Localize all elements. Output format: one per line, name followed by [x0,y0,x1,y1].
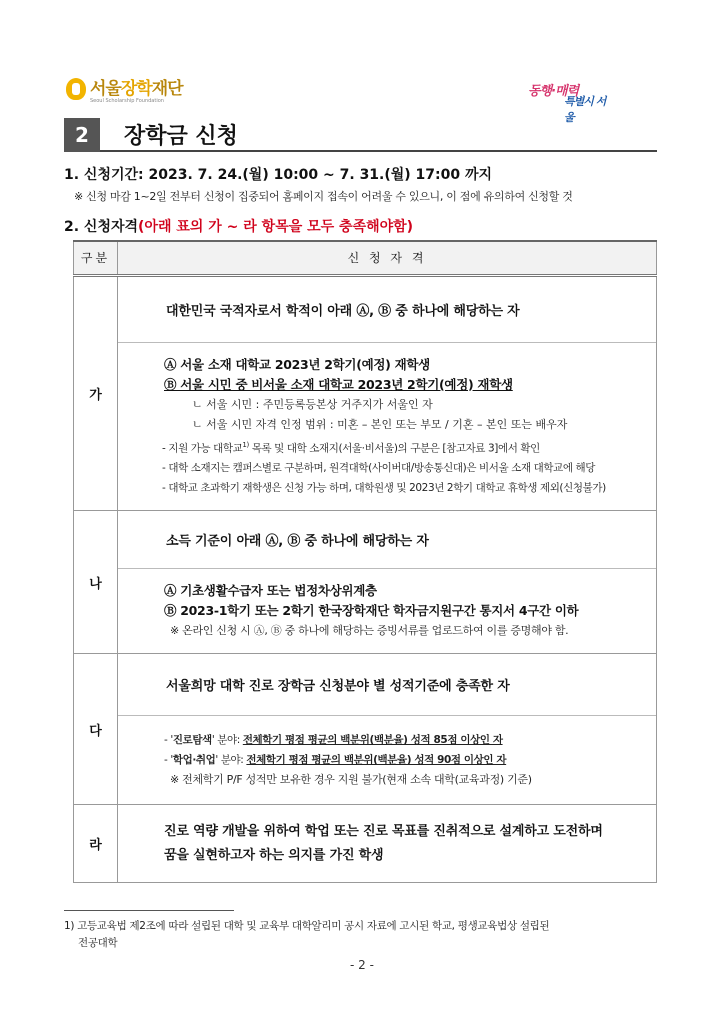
table-row [74,275,657,511]
eligibility-table [73,240,657,883]
criterion-text: 대한민국 국적자로서 학적이 아래 Ⓐ, Ⓑ 중 하나에 해당하는 자 [166,303,520,319]
table-row [74,654,657,805]
seoul-city-slogan-logo [528,80,612,124]
criterion-item: Ⓑ 2023-1학기 또는 2학기 한국장학재단 학자금지원구간 통지서 4구간 이하 [164,603,579,618]
dash-note: - 지원 가능 대학교$^{1)}$ 목록 및 대학 소재지(서울·비서울)의 구분은 [참고자료 3]에서 확인 [162,440,540,454]
slogan-line1: 동행·매력 [528,84,579,99]
eligibility-heading-note: (아래 표의 가 ~ 라 항목을 모두 충족해야함) [138,219,414,235]
footnote-divider [64,910,234,911]
col-header-category: 구분 [74,241,118,275]
dash-note: - '진로탐색' 분야: 전체학기 평점 평균의 백분위(백분율) 성적 85점 이상인 자 [164,734,503,746]
criterion-text: 진로 역량 개발을 위하여 학업 또는 진로 목표를 진취적으로 설계하고 도전하며 [164,823,603,839]
row-category: 라 [74,805,118,883]
criterion-item: Ⓐ 서울 소재 대학교 2023년 2학기(예정) 재학생 [164,356,430,372]
section-header [64,118,657,152]
row-category: 나 [74,511,118,654]
slogan-line2: 특별시 서울 [564,95,606,124]
col-header-criteria: 신 청 자 격 [118,241,657,275]
application-period-heading: 1. 신청기간: 2023. 7. 24.(월) 10:00 ~ 7. 31.(월) 17:00 까지 [64,167,493,183]
dash-note: - '학업·취업' 분야: 전체학기 평점 평균의 백분위(백분율) 성적 90점 이상인 자 [164,754,507,766]
page-number: - 2 - [350,958,374,972]
row-category: 가 [74,275,118,511]
logo-wordmark: 서울장학재단 [90,79,183,99]
section-number: 2 [64,118,100,152]
dash-note: - 대학 소재지는 캠퍼스별로 구분하며, 원격대학(사이버대/방송통신대)은 비서울 소재 대학교에 해당 [162,462,596,474]
foundation-emblem-icon [66,78,86,100]
eligibility-heading: 2. 신청자격(아래 표의 가 ~ 라 항목을 모두 충족해야함) [64,219,414,235]
sub-note: ㄴ 서울 시민 자격 인정 범위 : 미혼 – 본인 또는 부모 / 기혼 – 본인 또는 배우자 [192,417,568,431]
criterion-item: Ⓑ 서울 시민 중 비서울 소재 대학교 2023년 2학기(예정) 재학생 [164,376,513,392]
footnote: 1) 고등교육법 제2조에 따라 설립된 대학 및 교육부 대학알리미 공시 자료에 고시된 학교, 평생교육법상 설립된 전공대학 [64,920,550,949]
seoul-scholarship-logo [66,74,183,104]
logo-subtitle: Seoul Scholarship Foundation [90,98,164,104]
section-title: 장학금 신청 [124,124,238,149]
note-text: ※ 온라인 신청 시 Ⓐ, Ⓑ 중 하나에 해당하는 증빙서류를 업로드하여 이를 증명해야 함. [170,624,569,637]
row-category: 다 [74,654,118,805]
note-text: ※ 전체학기 P/F 성적만 보유한 경우 지원 불가(현재 소속 대학(교육과정) 기준) [170,773,532,786]
criterion-text: 소득 기준이 아래 Ⓐ, Ⓑ 중 하나에 해당하는 자 [166,534,429,549]
criterion-text: 서울희망 대학 진로 장학금 신청분야 별 성적기준에 충족한 자 [166,679,510,694]
table-row [74,805,657,883]
application-period-note: ※ 신청 마감 1~2일 전부터 신청이 집중되어 홈페이지 접속이 어려울 수 있으니, 이 점에 유의하여 신청할 것 [74,190,573,203]
dash-note: - 대학교 초과학기 재학생은 신청 가능 하며, 대학원생 및 2023년 2학기 대학교 휴학생 제외(신청불가) [162,482,606,494]
criterion-text: 꿈을 실현하고자 하는 의지를 가진 학생 [164,847,384,863]
table-row [74,511,657,654]
criterion-item: Ⓐ 기초생활수급자 또는 법정차상위계층 [164,583,377,598]
sub-note: ㄴ 서울 시민 : 주민등록등본상 거주지가 서울인 자 [192,397,433,411]
